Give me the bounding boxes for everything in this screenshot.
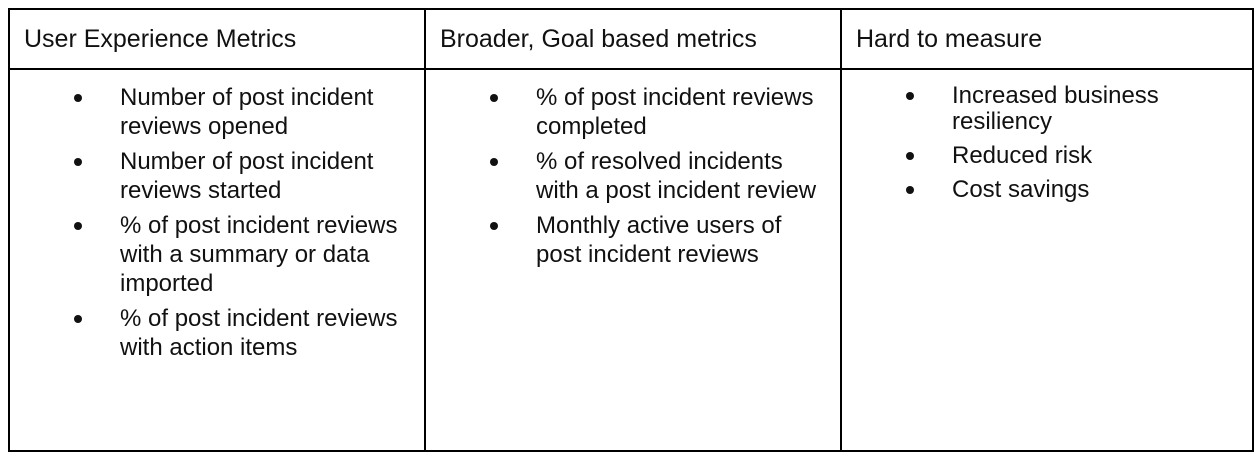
bullet-icon bbox=[490, 222, 498, 230]
bullet-icon bbox=[74, 158, 82, 166]
bullet-icon bbox=[490, 158, 498, 166]
list-item bbox=[444, 211, 822, 269]
list-item-text: % of resolved incidents with a post incident review bbox=[536, 148, 817, 204]
list-item bbox=[860, 177, 1234, 203]
bullet-icon bbox=[906, 152, 914, 160]
list-item-text: Number of post incident reviews opened bbox=[120, 84, 374, 140]
bullet-icon bbox=[906, 92, 914, 100]
hard-to-measure-cell bbox=[841, 69, 1253, 451]
list-item-text: Monthly active users of post incident reviews bbox=[536, 212, 782, 268]
hard-to-measure-list bbox=[860, 83, 1234, 203]
list-item-text: % of post incident reviews with action items bbox=[120, 305, 398, 361]
user-experience-metrics-list bbox=[28, 83, 406, 362]
list-item-text: Number of post incident reviews started bbox=[120, 148, 374, 204]
list-item bbox=[28, 147, 406, 205]
user-experience-metrics-cell bbox=[9, 69, 425, 451]
header-row bbox=[9, 9, 1253, 69]
header-hard-to-measure: Hard to measure bbox=[841, 9, 1253, 69]
bullet-icon bbox=[490, 94, 498, 102]
goal-based-metrics-list bbox=[444, 83, 822, 269]
goal-based-metrics-cell bbox=[425, 69, 841, 451]
bullet-icon bbox=[906, 186, 914, 194]
header-user-experience-metrics: User Experience Metrics bbox=[9, 9, 425, 69]
list-item-text: Cost savings bbox=[952, 176, 1090, 203]
list-item bbox=[860, 143, 1234, 169]
list-item-text: % of post incident reviews completed bbox=[536, 84, 814, 140]
list-item bbox=[444, 83, 822, 141]
list-item-text: Increased business resiliency bbox=[952, 82, 1159, 135]
list-item bbox=[444, 147, 822, 205]
list-item bbox=[28, 211, 406, 298]
list-item bbox=[28, 304, 406, 362]
list-item bbox=[28, 83, 406, 141]
list-item-text: Reduced risk bbox=[952, 142, 1093, 169]
bullet-icon bbox=[74, 94, 82, 102]
bullet-icon bbox=[74, 315, 82, 323]
list-item-text: % of post incident reviews with a summary or data imported bbox=[120, 212, 398, 297]
content-row bbox=[9, 69, 1253, 451]
list-item bbox=[860, 83, 1234, 135]
header-goal-based-metrics: Broader, Goal based metrics bbox=[425, 9, 841, 69]
bullet-icon bbox=[74, 222, 82, 230]
metrics-table bbox=[8, 8, 1254, 452]
